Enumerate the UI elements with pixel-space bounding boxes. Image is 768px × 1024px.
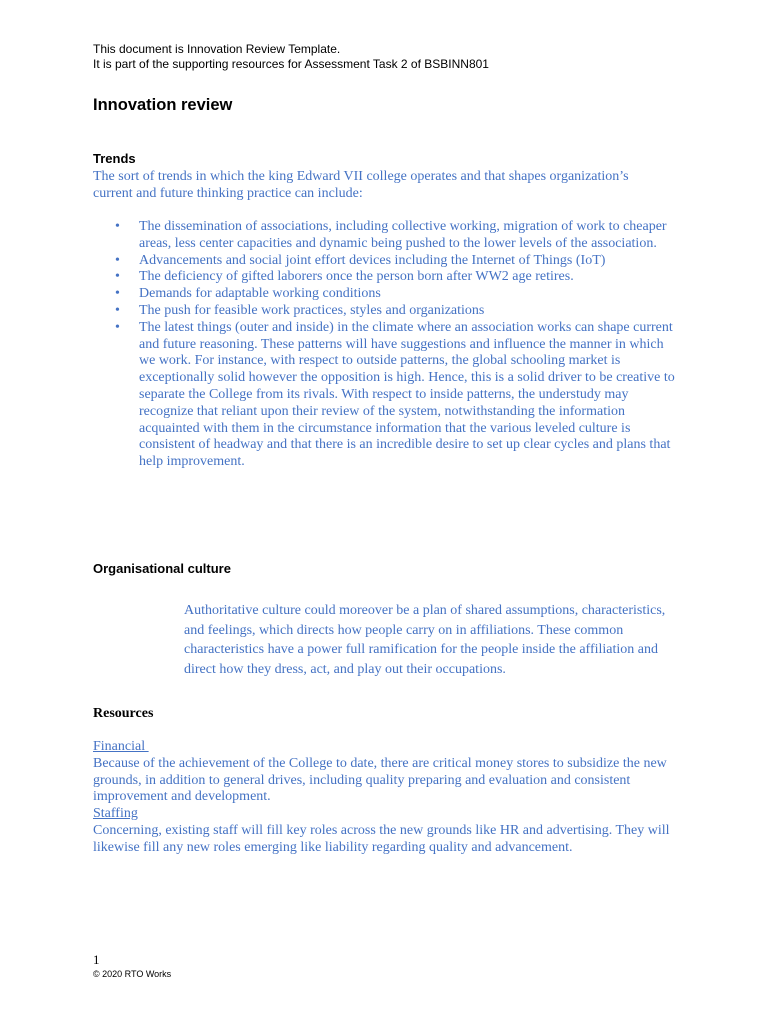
resources-body xyxy=(93,739,683,857)
header-line-1: This document is Innovation Review Template. xyxy=(93,42,341,56)
list-item-text: The push for feasible work practices, styles and organizations xyxy=(139,302,485,318)
list-item-text: The dissemination of associations, including collective working, migration of work to cheaper areas, less center capacities and dynamic being pushed to the lower levels of the association. xyxy=(139,219,695,251)
bullet-icon: • xyxy=(115,252,120,268)
bullet-icon: • xyxy=(115,269,120,285)
financial-paragraph: Because of the achievement of the College to date, there are critical money stores to subsidize the new grounds, in addition to general drives, including quality preparing and evaluation and consistent improvement and development. xyxy=(93,755,667,805)
staffing-paragraph: Concerning, existing staff will fill key roles across the new grounds like HR and advertising. They will likewise fill any new roles emerging like liability regarding quality and advancement. xyxy=(93,822,670,855)
page-title: Innovation review xyxy=(93,96,233,114)
bullet-icon: • xyxy=(115,286,120,302)
trends-list xyxy=(93,219,695,471)
culture-heading: Organisational culture xyxy=(93,561,231,576)
list-item xyxy=(93,219,695,253)
bullet-icon: • xyxy=(115,302,120,318)
list-item-text: The latest things (outer and inside) in the climate where an association works can shape current and future reasoning. These patterns will have suggestions and influence the manner in which we work. For instance, with respect to outside patterns, the global schooling market is exceptionally solid however the opposition is high. Hence, this is a solid driver to be creative to separate the College from its rivals. With respect to inside patterns, the understudy may recognize that reliant upon their review of the system, notwithstanding the information acquainted with them in the circumstance information that the various leveled culture is consistent of headway and that there is an incredible desire to set up clear cycles and plans that help improvement. xyxy=(139,319,675,470)
header-line-2: It is part of the supporting resources for Assessment Task 2 of BSBINN801 xyxy=(93,57,489,71)
list-item xyxy=(93,286,683,303)
page-number: 1 xyxy=(93,952,100,967)
list-item-text: Demands for adaptable working conditions xyxy=(139,286,381,302)
list-item-text: The deficiency of gifted laborers once the person born after WW2 age retires. xyxy=(139,269,574,285)
list-item xyxy=(93,253,683,270)
copyright-notice: © 2020 RTO Works xyxy=(93,969,172,979)
bullet-icon: • xyxy=(115,319,120,335)
trends-intro: The sort of trends in which the king Edward VII college operates and that shapes organization’s current and future thinking practice can include: xyxy=(93,169,629,201)
culture-paragraph: Authoritative culture could moreover be a plan of shared assumptions, characteristics, and feelings, which directs how people carry on in affiliations. These common characteristics have a power full ramification for the people inside the affiliation and direct how they dress, act, and play out their occupations. xyxy=(184,603,666,677)
trends-heading: Trends xyxy=(93,151,136,166)
list-item xyxy=(93,320,683,471)
list-item xyxy=(93,303,683,320)
bullet-icon: • xyxy=(115,219,120,234)
financial-subheading: Financial xyxy=(93,739,149,754)
resources-heading: Resources xyxy=(93,706,154,721)
document-header xyxy=(93,42,489,72)
list-item-text: Advancements and social joint effort devices including the Internet of Things (IoT) xyxy=(139,252,606,268)
staffing-subheading: Staffing xyxy=(93,806,138,822)
list-item xyxy=(93,269,683,286)
